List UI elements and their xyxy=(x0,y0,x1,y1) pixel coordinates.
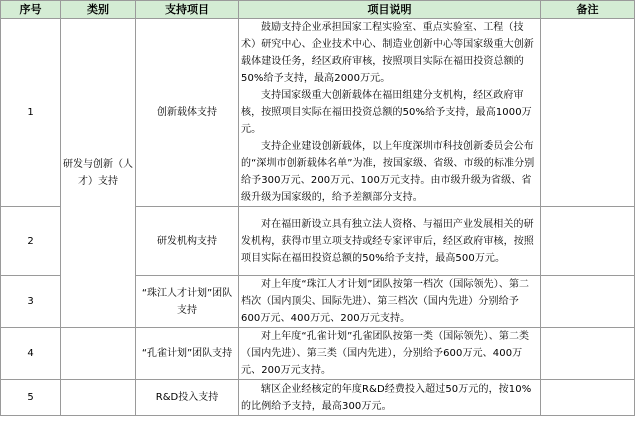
header-description: 项目说明 xyxy=(239,1,541,19)
row-seq: 1 xyxy=(1,19,61,207)
row-seq: 2 xyxy=(1,207,61,276)
header-seq: 序号 xyxy=(1,1,61,19)
row-item: “孔雀计划”团队支持 xyxy=(136,328,239,380)
row-seq: 4 xyxy=(1,328,61,380)
description-paragraph: 对在福田新设立具有独立法人资格、与福田产业发展相关的研发机构，获得市里立项支持或经专家评审后，经区政府审核，按照项目实际在福田投资总额的50%给予支持，最高500万元。 xyxy=(241,218,534,264)
row-remarks xyxy=(541,19,635,207)
row-seq: 3 xyxy=(1,276,61,328)
header-row xyxy=(1,1,635,19)
row-description xyxy=(239,276,541,328)
header-item: 支持项目 xyxy=(136,1,239,19)
row-category-empty xyxy=(61,328,136,380)
description-paragraph: 对上年度“珠江人才计划”团队按第一档次（国际领先）、第二档次（国内顶尖、国际先进）、第三档次（国内先进）分别给予600万元、400万元、200万元支持。 xyxy=(241,279,530,324)
row-description xyxy=(239,19,541,207)
row-description xyxy=(239,328,541,380)
row-description xyxy=(239,380,541,416)
table-row xyxy=(1,328,635,380)
description-paragraph: 支持企业建设创新载体，以上年度深圳市科技创新委员会公布的“深圳市创新载体名单”为准，按国家级、省级、市级的标准分别给予300万元、200万元、100万元支持。由市级升级为省级、省级升级为国家级的，给予差额部分支持。 xyxy=(241,141,535,203)
table-row xyxy=(1,19,635,207)
row-remarks xyxy=(541,380,635,416)
description-paragraph: 支持国家级重大创新载体在福田组建分支机构，经区政府审核，按照项目实际在福田投资总额的50%给予支持，最高1000万元。 xyxy=(241,90,532,135)
row-category: 研发与创新（人才）支持 xyxy=(61,19,136,328)
description-paragraph: 鼓励支持企业承担国家工程实验室、重点实验室、工程（技术）研究中心、企业技术中心、制造业创新中心等国家级重大创新载体建设任务，经区政府审核，按照项目实际在福田投资总额的50%给予支持，最高2000万元。 xyxy=(241,22,534,84)
header-remarks: 备注 xyxy=(541,1,635,19)
description-paragraph: 辖区企业经核定的年度R&D经费投入超过50万元的，按10%的比例给予支持，最高300万元。 xyxy=(241,383,532,412)
header-category: 类别 xyxy=(61,1,136,19)
row-category-empty xyxy=(61,380,136,416)
row-seq: 5 xyxy=(1,380,61,416)
row-item: R&D投入支持 xyxy=(136,380,239,416)
description-paragraph: 对上年度“孔雀计划”孔雀团队按第一类（国际领先）、第二类（国内先进）、第三类（国内先进），分别给予600万元、400万元、200万元支持。 xyxy=(241,331,530,376)
row-item: 创新载体支持 xyxy=(136,19,239,207)
row-remarks xyxy=(541,207,635,276)
row-description xyxy=(239,207,541,276)
row-remarks xyxy=(541,276,635,328)
row-remarks xyxy=(541,328,635,380)
row-item: “珠江人才计划”团队支持 xyxy=(136,276,239,328)
table-row xyxy=(1,380,635,416)
row-item: 研发机构支持 xyxy=(136,207,239,276)
